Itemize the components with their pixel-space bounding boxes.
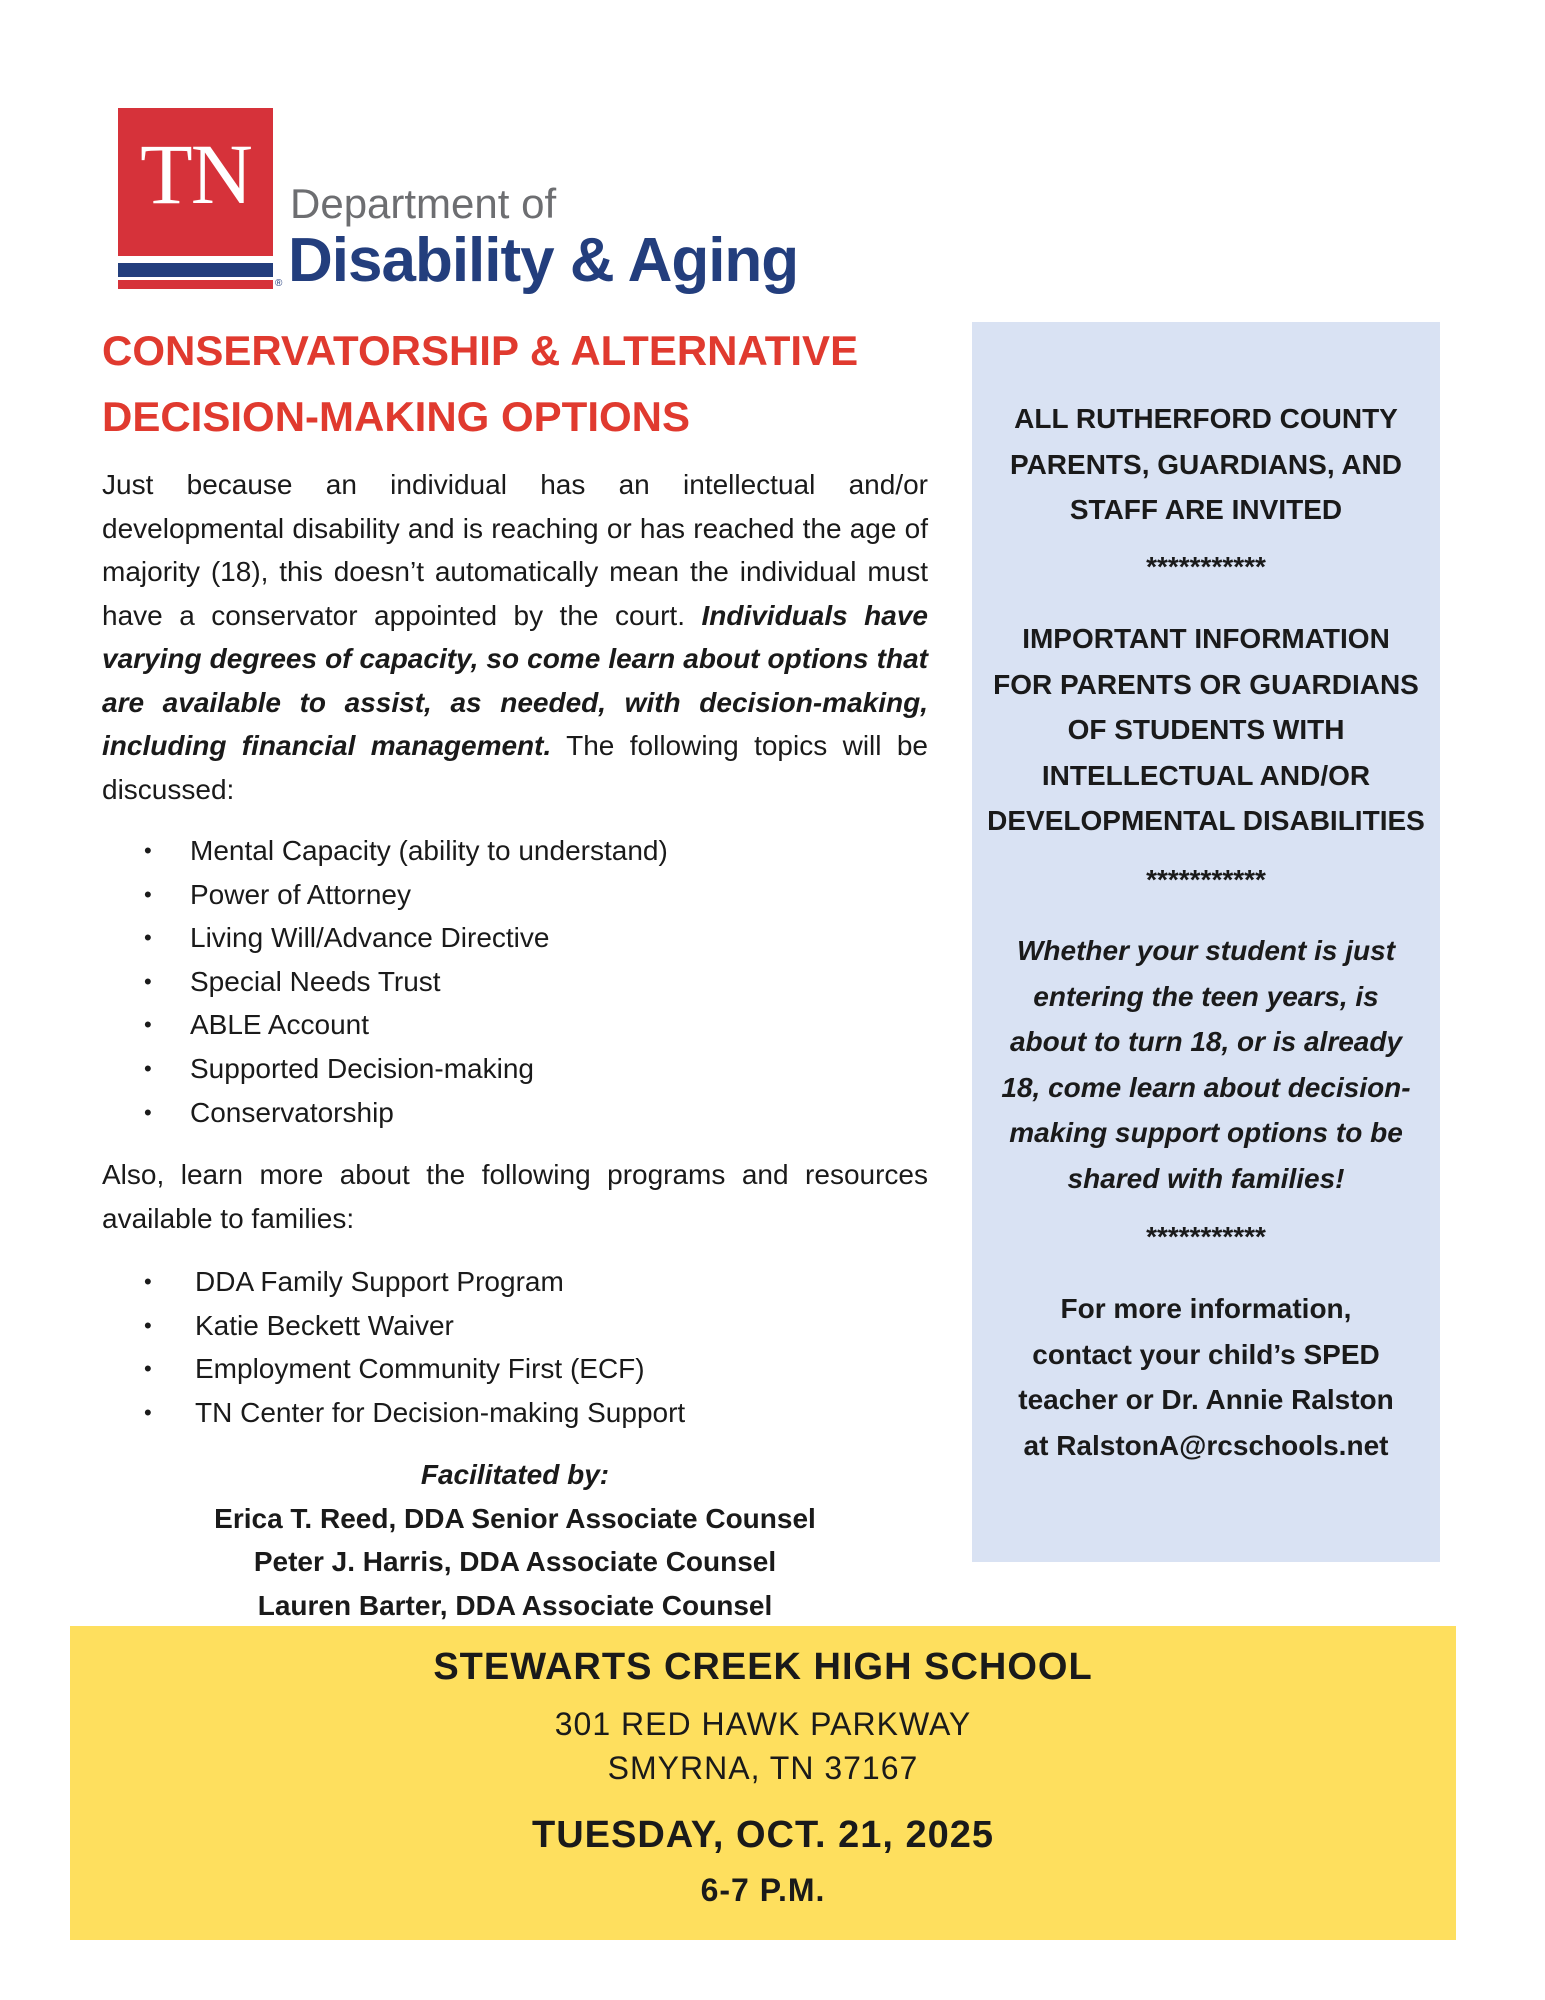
important-line: DEVELOPMENTAL DISABILITIES [987,805,1425,836]
event-date: TUESDAY, OCT. 21, 2025 [531,1814,995,1856]
separator: *********** [1146,551,1266,582]
contact-text [972,1286,1440,1468]
event-address-street: 301 RED HAWK PARKWAY [554,1706,972,1742]
separator: *********** [1146,864,1266,895]
separator: *********** [1146,1221,1266,1252]
whether-line: entering the teen years, is [1033,980,1379,1012]
program-label: Katie Beckett Waiver [195,1309,454,1341]
list-item [102,829,922,873]
list-item [102,873,922,917]
contact-line: teacher or Dr. Annie Ralston [1018,1384,1394,1415]
list-item [102,1304,922,1348]
event-address-city: SMYRNA, TN 37167 [607,1750,919,1786]
whether-line: 18, come learn about decision- [1001,1071,1411,1103]
topic-label: Special Needs Trust [190,965,441,997]
invitation-sidebox [972,322,1440,1562]
topic-label: ABLE Account [190,1009,370,1041]
facilitator-name: Peter J. Harris, DDA Associate Counsel [253,1546,777,1578]
contact-email-line: at RalstonA@rcschools.net [1023,1429,1389,1461]
bullet-icon: • [144,1269,152,1294]
important-line: FOR PARENTS OR GUARDIANS [993,668,1419,700]
page-title-line-2: DECISION-MAKING OPTIONS [102,393,691,440]
program-label: Employment Community First (ECF) [195,1353,645,1385]
facilitators-block [102,1453,928,1627]
important-info-text [972,616,1440,844]
bullet-icon: • [144,881,152,907]
whether-line: Whether your student is just [1016,935,1396,966]
logo-red-stripe [118,280,273,289]
intro-text: Just because an individual has an intellectual and/or developmental disability and is reaching or has reached the age of majority (18), this doesn’t automatically mean the individual must have a conservator appointed by the court. [102,469,928,631]
bullet-icon: • [144,925,152,951]
list-item [102,1091,922,1135]
whether-text [972,928,1440,1201]
list-item [102,1260,922,1304]
topic-label: Living Will/Advance Directive [190,922,550,954]
tn-logo-block [118,108,273,256]
facilitator-name: Lauren Barter, DDA Associate Counsel [257,1589,773,1621]
topic-label: Power of Attorney [190,878,412,910]
logo-agency-name: Disability & Aging [288,226,799,295]
list-item [102,1047,922,1091]
bullet-icon: • [144,1099,152,1125]
list-item [102,916,922,960]
invite-line: STAFF ARE INVITED [1069,494,1343,525]
registered-mark: ® [275,278,283,289]
list-item [102,960,922,1004]
important-line: INTELLECTUAL AND/OR [1041,759,1371,791]
whether-line: making support options to be [1009,1117,1403,1148]
page-title-line-1: CONSERVATORSHIP & ALTERNATIVE [102,327,859,374]
bullet-icon: • [144,838,152,863]
topic-label: Conservatorship [190,1096,394,1128]
page-title [102,318,922,450]
intro-text-end: The following topics will be discussed: [102,730,928,805]
event-banner [70,1626,1456,1940]
bullet-icon: • [144,1399,152,1425]
topics-list [102,829,922,1134]
list-item [102,1003,922,1047]
important-line: OF STUDENTS WITH [1067,714,1345,745]
bullet-icon: • [144,968,152,994]
invite-line: PARENTS, GUARDIANS, AND [1009,448,1402,480]
program-label: DDA Family Support Program [195,1266,564,1297]
intro-paragraph [102,463,928,811]
facilitator-name: Erica T. Reed, DDA Senior Associate Counsel [214,1502,816,1534]
bullet-icon: • [144,1012,152,1038]
invite-text [972,396,1440,533]
bullet-icon: • [144,1356,152,1382]
dda-logo [118,108,798,298]
event-school: STEWARTS CREEK HIGH SCHOOL [433,1646,1093,1688]
topic-label: Supported Decision-making [190,1052,534,1084]
intro-emphasis: Individuals have varying degrees of capacity, so come learn about options that are available to assist, as needed, with decision-making, including financial management. [102,599,928,761]
contact-line: contact your child’s SPED [1032,1338,1380,1370]
contact-line: For more information, [1060,1293,1352,1324]
bullet-icon: • [144,1055,152,1081]
facilitated-label: Facilitated by: [420,1459,610,1490]
important-line: IMPORTANT INFORMATION [1022,623,1390,654]
event-time: 6-7 P.M. [700,1872,826,1908]
tn-logo-text: TN [140,126,251,222]
list-item [102,1347,922,1391]
whether-line: about to turn 18, or is already [1009,1026,1403,1057]
programs-intro: Also, learn more about the following programs and resources available to families: [102,1159,928,1234]
program-label: TN Center for Decision-making Support [195,1396,686,1428]
invite-line: ALL RUTHERFORD COUNTY [1014,403,1398,434]
logo-department-line: Department of [290,180,557,227]
whether-line: shared with families! [1067,1162,1345,1194]
logo-blue-stripe [118,263,273,277]
list-item [102,1391,922,1435]
bullet-icon: • [144,1312,152,1338]
programs-list [102,1260,922,1434]
topic-label: Mental Capacity (ability to understand) [190,835,668,866]
